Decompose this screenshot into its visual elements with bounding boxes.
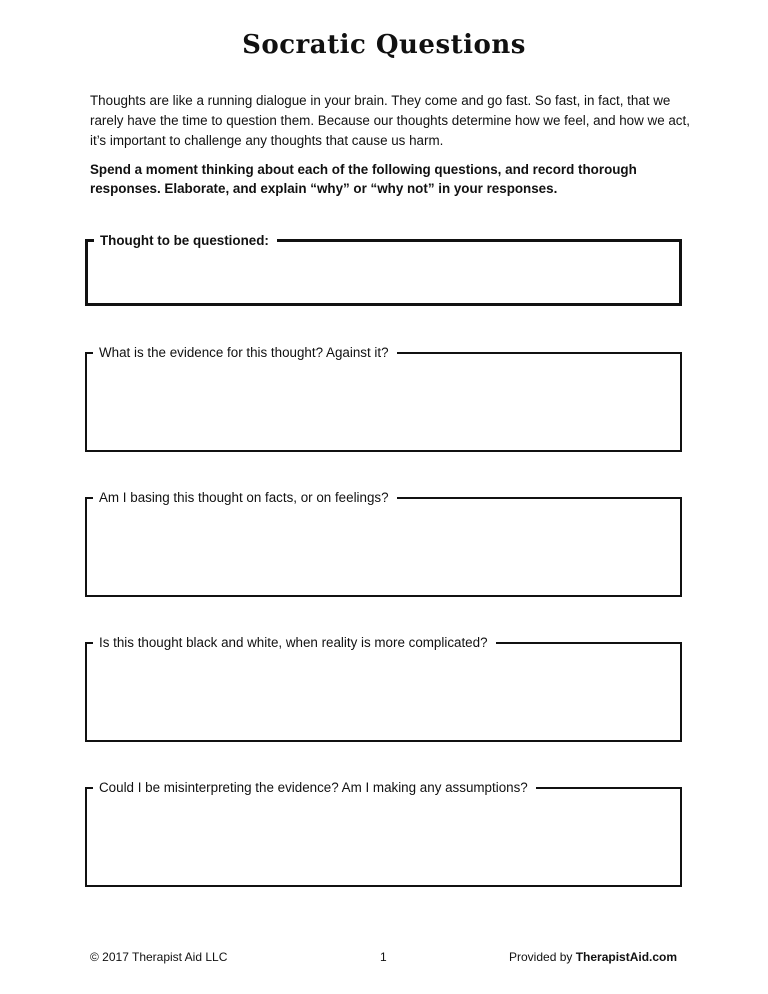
assumptions-input[interactable] <box>87 789 684 889</box>
facts-feelings-field[interactable] <box>85 490 682 597</box>
provided-by <box>509 950 677 964</box>
field-label: Is this thought black and white, when reality is more complicated? <box>93 634 496 652</box>
black-white-field[interactable] <box>85 635 682 742</box>
page-number: 1 <box>380 950 387 964</box>
thought-input[interactable] <box>88 242 683 307</box>
instructions: Spend a moment thinking about each of the following questions, and record thorough responses. Elaborate, and explain “why” or “why not” in your responses. <box>90 162 637 196</box>
provided-by-text: Provided by <box>509 950 576 964</box>
assumptions-field[interactable] <box>85 780 682 887</box>
copyright: © 2017 Therapist Aid LLC <box>90 950 228 964</box>
field-label: Thought to be questioned: <box>94 232 277 250</box>
evidence-field[interactable] <box>85 345 682 452</box>
facts-feelings-input[interactable] <box>87 499 684 599</box>
field-label: Could I be misinterpreting the evidence? Am I making any assumptions? <box>93 779 536 797</box>
evidence-input[interactable] <box>87 354 684 454</box>
brand-link[interactable]: TherapistAid.com <box>575 950 678 964</box>
black-white-input[interactable] <box>87 644 684 744</box>
intro-paragraph: Thoughts are like a running dialogue in your brain. They come and go fast. So fast, in fact, that we rarely have the time to question them. Because our thoughts determine how we feel, and how we act, it’s important to challenge any thoughts that cause us harm. <box>90 93 690 148</box>
field-label: Am I basing this thought on facts, or on feelings? <box>93 489 397 507</box>
thought-field[interactable] <box>85 233 682 306</box>
field-label: What is the evidence for this thought? Against it? <box>93 344 397 362</box>
page-title: Socratic Questions <box>242 30 526 60</box>
